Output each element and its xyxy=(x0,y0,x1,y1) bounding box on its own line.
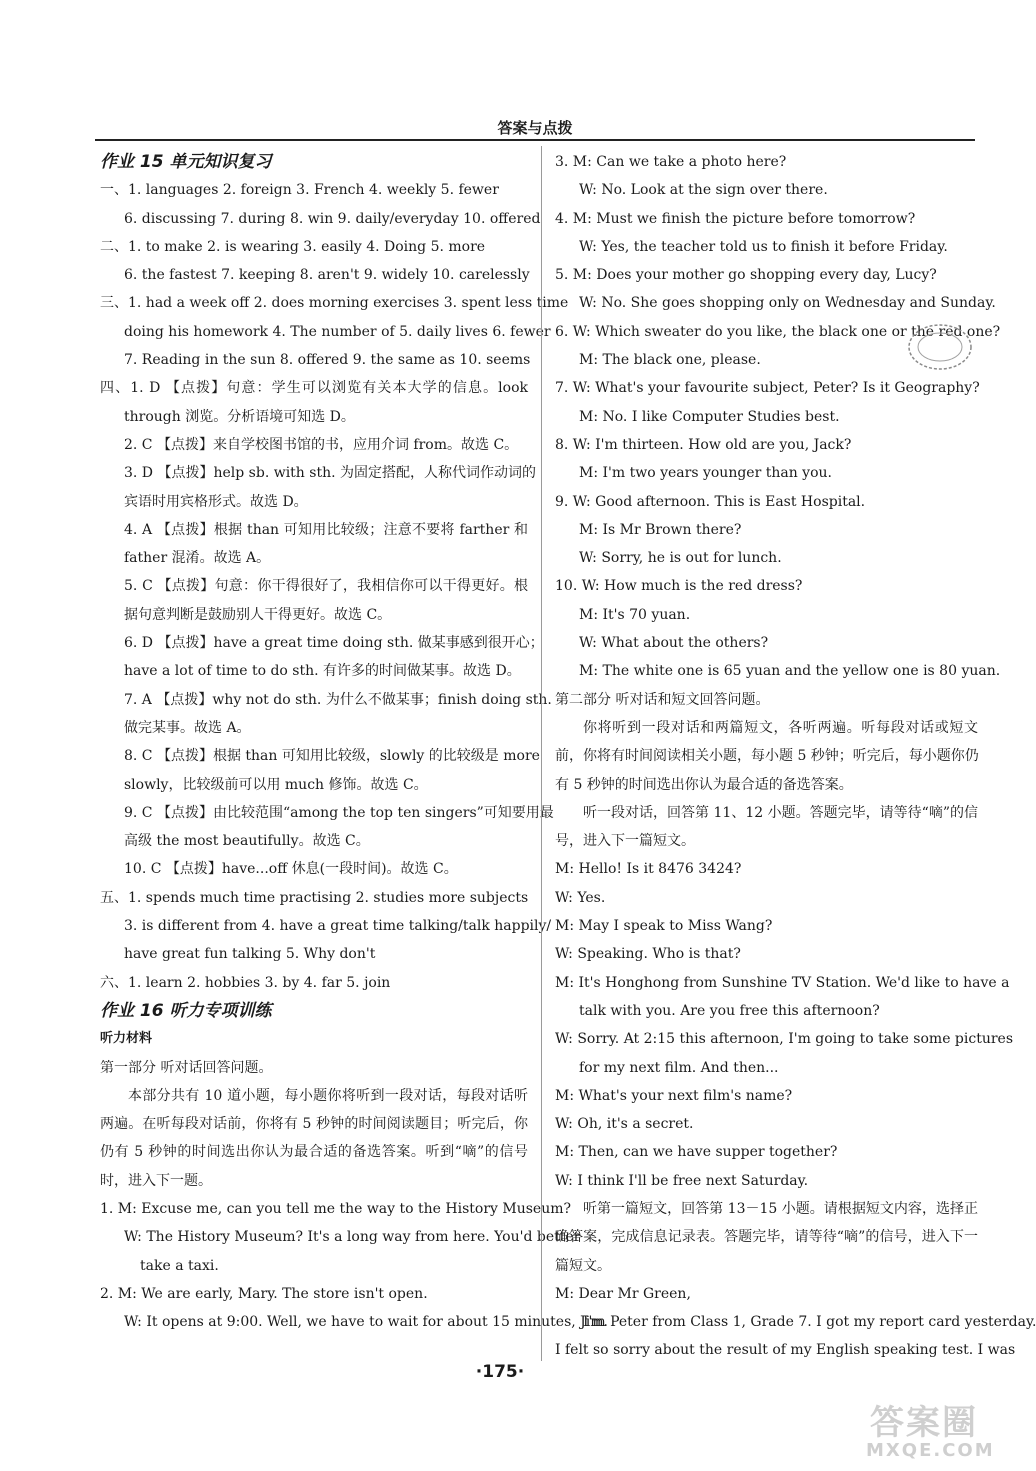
right-text-line: W: Oh, it's a secret. xyxy=(555,1116,694,1133)
right-text-line: 你将听到一段对话和两篇短文，各听两遍。听每段对话或短文 xyxy=(583,719,978,736)
left-text-line: 3. is different from 4. have a great time talking/talk happily/ xyxy=(124,918,552,935)
right-text-line: M: Is Mr Brown there? xyxy=(579,521,742,538)
right-text-line: W: Sorry, he is out for lunch. xyxy=(579,550,782,567)
watermark-url: MXQE.COM xyxy=(866,1440,995,1461)
left-text-line: 4. A 【点拨】根据 than 可知用比较级；注意不要将 farther 和 xyxy=(124,521,528,538)
left-text-line: W: It opens at 9:00. Well, we have to wait for about 15 minutes, Jim. xyxy=(124,1314,608,1331)
left-text-line: through 浏览。分析语境可知选 D。 xyxy=(124,408,355,425)
right-text-line: M: May I speak to Miss Wang? xyxy=(555,918,773,935)
left-text-line: 宾语时用宾格形式。故选 D。 xyxy=(124,493,308,510)
left-text-line: 第一部分 听对话回答问题。 xyxy=(100,1059,273,1076)
left-text-line: 五、1. spends much time practising 2. studies more subjects xyxy=(100,889,529,906)
right-text-line: 4. M: Must we finish the picture before tomorrow? xyxy=(555,210,916,227)
right-text-line: M: The black one, please. xyxy=(579,352,761,369)
left-text-line: 六、1. learn 2. hobbies 3. by 4. far 5. join xyxy=(100,974,391,991)
left-text-line: 10. C 【点拨】have...off 休息(一段时间)。故选 C。 xyxy=(124,861,458,878)
right-text-line: 确答案，完成信息记录表。答题完毕，请等待“嘀”的信号，进入下一 xyxy=(555,1229,978,1246)
left-text-line: 据句意判断是鼓励别人干得更好。故选 C。 xyxy=(124,606,392,623)
right-text-line: M: Then, can we have supper together? xyxy=(555,1144,838,1161)
stamp-icon xyxy=(905,320,975,374)
left-text-line: 5. C 【点拨】句意：你干得很好了，我相信你可以干得更好。根 xyxy=(124,578,528,595)
right-text-line: 9. W: Good afternoon. This is East Hospital. xyxy=(555,493,866,510)
right-text-line: M: Hello! Is it 8476 3424? xyxy=(555,861,742,878)
right-text-line: 8. W: I'm thirteen. How old are you, Jack? xyxy=(555,436,852,453)
left-text-line: 作业 16 听力专项训练 xyxy=(100,1000,272,1021)
left-text-line: 三、1. had a week off 2. does morning exercises 3. spent less time xyxy=(100,295,569,312)
left-text-line: 本部分共有 10 道小题，每小题你将听到一段对话，每段对话听 xyxy=(128,1087,528,1104)
left-text-line: 高级 the most beautifully。故选 C。 xyxy=(124,833,370,850)
left-text-line: have great fun talking 5. Why don't xyxy=(124,946,376,963)
right-text-line: M: I'm two years younger than you. xyxy=(579,465,832,482)
right-text-line: W: Yes. xyxy=(555,889,606,906)
left-text-line: doing his homework 4. The number of 5. daily lives 6. fewer xyxy=(124,323,551,340)
left-text-line: 做完某事。故选 A。 xyxy=(124,719,251,736)
page-header xyxy=(95,115,975,141)
right-text-line: talk with you. Are you free this afternoon? xyxy=(579,1002,880,1019)
right-text-line: 有 5 秒钟的时间选出你认为最合适的备选答案。 xyxy=(555,776,853,793)
right-text-line: M: It's Honghong from Sunshine TV Station. We'd like to have a xyxy=(555,974,1010,991)
right-text-line: 3. M: Can we take a photo here? xyxy=(555,154,787,170)
right-text-line: M: It's 70 yuan. xyxy=(579,606,691,623)
right-text-line: 5. M: Does your mother go shopping every day, Lucy? xyxy=(555,267,937,284)
left-text-line: 一、1. languages 2. foreign 3. French 4. weekly 5. fewer xyxy=(100,182,499,199)
left-text-line: slowly，比较级前可以用 much 修饰。故选 C。 xyxy=(124,776,428,793)
header-rule xyxy=(95,139,975,141)
left-text-line: 6. D 【点拨】have a great time doing sth. 做某事感到很开心； xyxy=(124,635,544,652)
left-text-line: 9. C 【点拨】由比较范围“among the top ten singers”可知要用最 xyxy=(124,804,554,821)
right-text-line: W: Yes, the teacher told us to finish it before Friday. xyxy=(579,238,948,255)
right-text-line: M: What's your next film's name? xyxy=(555,1087,793,1104)
right-text-line: M: No. I like Computer Studies best. xyxy=(579,408,840,425)
left-text-line: 2. C 【点拨】来自学校图书馆的书，应用介词 from。故选 C。 xyxy=(124,436,519,453)
right-text-line: 10. W: How much is the red dress? xyxy=(555,578,803,595)
left-text-line: 两遍。在听每段对话前，你将有 5 秒钟的时间阅读题目；听完后，你 xyxy=(100,1116,528,1133)
right-text-line: 前，你将有时间阅读相关小题，每小题 5 秒钟；听完后，每小题你仍 xyxy=(555,748,979,765)
left-text-line: 2. M: We are early, Mary. The store isn't open. xyxy=(100,1285,428,1302)
right-text-line: W: Speaking. Who is that? xyxy=(555,946,741,963)
right-text-line: I'm Peter from Class 1, Grade 7. I got my report card yesterday. xyxy=(583,1314,1036,1331)
right-text-line: 听第一篇短文，回答第 13－15 小题。请根据短文内容，选择正 xyxy=(583,1200,978,1217)
left-text-line: 四、1. D 【点拨】句意：学生可以浏览有关本大学的信息。look xyxy=(100,380,528,397)
left-text-line: 6. discussing 7. during 8. win 9. daily/everyday 10. offered xyxy=(124,210,541,227)
left-text-line: 7. A 【点拨】why not do sth. 为什么不做某事；finish doing sth. xyxy=(124,691,552,708)
right-text-line: W: Sorry. At 2:15 this afternoon, I'm going to take some pictures xyxy=(555,1031,1014,1048)
left-text-line: W: The History Museum? It's a long way from here. You'd better xyxy=(124,1229,581,1246)
watermark-logo: 答案圈 xyxy=(870,1403,978,1443)
header-title: 答案与点拨 xyxy=(497,119,573,137)
right-text-line: 号，进入下一篇短文。 xyxy=(555,833,695,850)
left-text-line: 时，进入下一题。 xyxy=(100,1172,212,1189)
left-text-line: 6. the fastest 7. keeping 8. aren't 9. widely 10. carelessly xyxy=(124,267,530,284)
right-text-line: 7. W: What's your favourite subject, Peter? Is it Geography? xyxy=(555,380,980,397)
right-text-line: M: Dear Mr Green, xyxy=(555,1285,691,1302)
right-text-line: M: The white one is 65 yuan and the yellow one is 80 yuan. xyxy=(579,663,1001,680)
left-text-line: 听力材料 xyxy=(100,1031,153,1047)
right-text-line: W: No. Look at the sign over there. xyxy=(579,182,828,199)
right-text-line: for my next film. And then... xyxy=(579,1059,779,1076)
left-text-line: have a lot of time to do sth. 有许多的时间做某事。故选 D。 xyxy=(124,663,521,680)
page-number: ·175· xyxy=(475,1362,525,1382)
left-text-line: 7. Reading in the sun 8. offered 9. the same as 10. seems xyxy=(124,352,531,369)
right-text-line: I felt so sorry about the result of my English speaking test. I was xyxy=(555,1342,1016,1359)
right-text-line: 第二部分 听对话和短文回答问题。 xyxy=(555,691,770,708)
left-text-line: 仍有 5 秒钟的时间选出你认为最合适的备选答案。听到“嘀”的信号 xyxy=(100,1144,528,1161)
left-text-line: father 混淆。故选 A。 xyxy=(124,550,271,567)
right-text-line: 篇短文。 xyxy=(555,1257,611,1274)
right-text-line: W: What about the others? xyxy=(579,635,769,652)
column-divider xyxy=(541,146,542,1361)
right-text-line: W: No. She goes shopping only on Wednesday and Sunday. xyxy=(579,295,996,312)
left-text-line: 二、1. to make 2. is wearing 3. easily 4. Doing 5. more xyxy=(100,238,486,255)
left-text-line: take a taxi. xyxy=(140,1257,219,1274)
left-text-line: 1. M: Excuse me, can you tell me the way to the History Museum? xyxy=(100,1200,571,1217)
right-text-line: 听一段对话，回答第 11、12 小题。答题完毕，请等待“嘀”的信 xyxy=(583,804,978,821)
right-text-line: W: I think I'll be free next Saturday. xyxy=(555,1172,809,1189)
left-text-line: 3. D 【点拨】help sb. with sth. 为固定搭配，人称代词作动词的 xyxy=(124,465,537,482)
left-text-line: 作业 15 单元知识复习 xyxy=(100,152,272,172)
left-text-line: 8. C 【点拨】根据 than 可知用比较级，slowly 的比较级是 more xyxy=(124,748,540,765)
right-text-line: 6. W: Which sweater do you like, the black one or the red one? xyxy=(555,323,1001,340)
